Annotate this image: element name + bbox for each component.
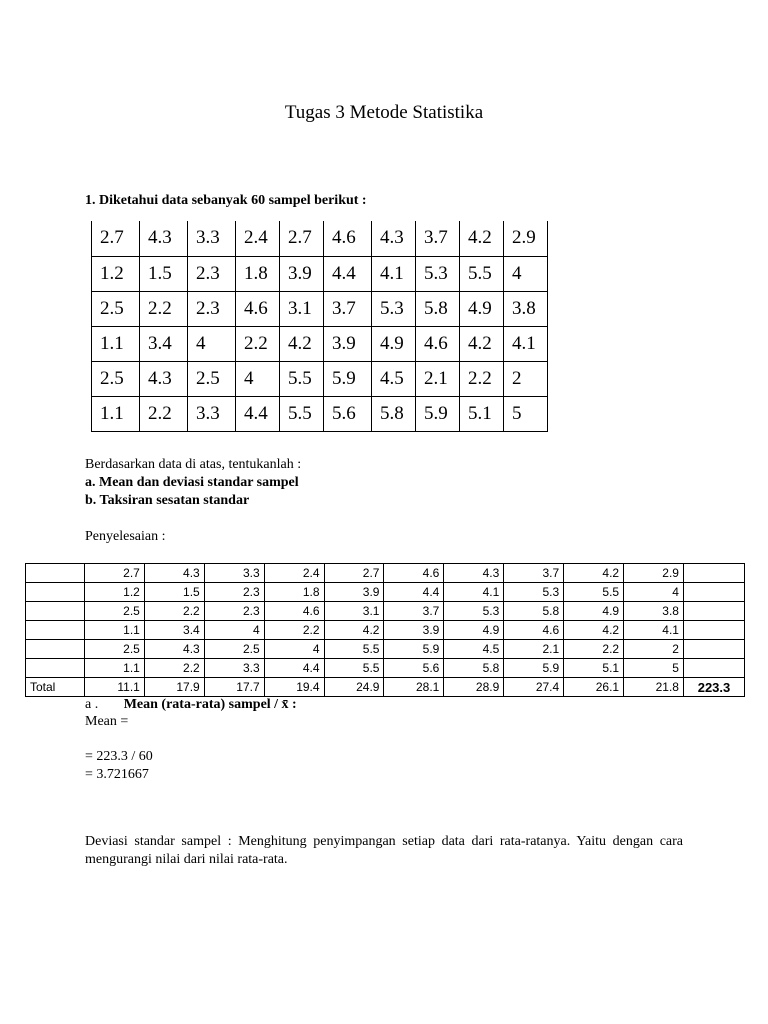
table-cell: 4.6 (264, 602, 324, 621)
table-cell: 4 (624, 583, 684, 602)
total-label: Total (26, 678, 85, 697)
table-cell (26, 659, 85, 678)
table-row (26, 583, 745, 602)
table-cell: 2.3 (204, 583, 264, 602)
table-cell: 4.2 (460, 221, 504, 256)
table-row (26, 621, 745, 640)
table-cell: 2.2 (144, 602, 204, 621)
table-cell (26, 602, 85, 621)
table-cell: 4 (188, 326, 236, 361)
table-cell: 2.9 (504, 221, 548, 256)
table-cell: 4.3 (144, 564, 204, 583)
table-cell (683, 621, 744, 640)
question-1: 1. Diketahui data sebanyak 60 sampel berikut : (85, 193, 367, 208)
deviation-paragraph: Deviasi standar sampel : Menghitung penyimpangan setiap data dari rata-ratanya. Yaitu dengan cara mengurangi nilai dari nilai rata-rata. (85, 834, 683, 867)
column-total: 28.1 (384, 678, 444, 697)
table-cell: 4.3 (372, 221, 416, 256)
table-cell: 3.3 (188, 396, 236, 431)
table-cell: 4.4 (324, 256, 372, 291)
mean-result: = 3.721667 (85, 767, 149, 782)
table-cell: 4.3 (140, 221, 188, 256)
table-cell: 3.4 (140, 326, 188, 361)
table-cell: 5.6 (384, 659, 444, 678)
table-cell: 3.1 (280, 291, 324, 326)
table-cell: 3.9 (384, 621, 444, 640)
table-cell: 2.5 (92, 361, 140, 396)
table-cell (26, 564, 85, 583)
table-cell: 2.3 (188, 256, 236, 291)
table-cell: 4.1 (504, 326, 548, 361)
table-cell: 2.5 (92, 291, 140, 326)
table-row (92, 256, 548, 291)
table-cell: 5.3 (444, 602, 504, 621)
table-cell: 4.6 (324, 221, 372, 256)
table-cell: 2.5 (188, 361, 236, 396)
table-cell: 3.7 (416, 221, 460, 256)
table-cell: 5.5 (280, 396, 324, 431)
table-cell: 5.1 (460, 396, 504, 431)
table-cell: 5.8 (504, 602, 564, 621)
column-total: 27.4 (504, 678, 564, 697)
table-cell: 2 (624, 640, 684, 659)
table-cell: 2.2 (144, 659, 204, 678)
table-cell: 3.9 (280, 256, 324, 291)
table-cell: 3.4 (144, 621, 204, 640)
sample-data-table (91, 221, 548, 432)
table-cell: 2.2 (140, 396, 188, 431)
table-cell: 5.8 (372, 396, 416, 431)
table-cell: 5.5 (324, 640, 384, 659)
table-cell: 4.6 (236, 291, 280, 326)
table-cell: 4.9 (444, 621, 504, 640)
table-cell: 4.1 (372, 256, 416, 291)
table-cell: 5 (624, 659, 684, 678)
table-cell: 5.9 (504, 659, 564, 678)
table-cell: 4.4 (264, 659, 324, 678)
table-cell: 2.5 (204, 640, 264, 659)
column-total: 19.4 (264, 678, 324, 697)
table-row (92, 326, 548, 361)
table-cell: 1.5 (144, 583, 204, 602)
table-cell: 5.3 (416, 256, 460, 291)
table-cell: 4.5 (372, 361, 416, 396)
table-cell: 2.7 (92, 221, 140, 256)
table-cell: 2.2 (140, 291, 188, 326)
table-cell: 1.2 (84, 583, 144, 602)
table-cell: 4.2 (324, 621, 384, 640)
table-cell: 5.5 (564, 583, 624, 602)
table-cell: 2 (504, 361, 548, 396)
table-cell: 1.5 (140, 256, 188, 291)
table-cell: 3.3 (188, 221, 236, 256)
table-cell: 3.9 (324, 326, 372, 361)
table-cell: 4 (236, 361, 280, 396)
table-cell: 4 (504, 256, 548, 291)
table-cell: 2.1 (504, 640, 564, 659)
column-total: 17.9 (144, 678, 204, 697)
table-cell: 4.1 (624, 621, 684, 640)
table-cell: 3.8 (504, 291, 548, 326)
table-cell: 1.1 (92, 396, 140, 431)
table-cell: 2.7 (280, 221, 324, 256)
table-cell: 1.8 (264, 583, 324, 602)
table-cell (683, 640, 744, 659)
table-cell: 4.2 (564, 564, 624, 583)
instruction-a: a. Mean dan deviasi standar sampel (85, 475, 299, 490)
instruction-b: b. Taksiran sesatan standar (85, 493, 250, 508)
mean-calculation: = 223.3 / 60 (85, 749, 153, 764)
table-row (92, 361, 548, 396)
mean-label: Mean = (85, 714, 129, 729)
table-cell (683, 564, 744, 583)
table-cell: 1.2 (92, 256, 140, 291)
table-cell: 2.7 (84, 564, 144, 583)
table-cell: 2.3 (204, 602, 264, 621)
table-cell (683, 659, 744, 678)
table-cell: 4.5 (444, 640, 504, 659)
table-row (26, 659, 745, 678)
table-row (92, 221, 548, 256)
table-cell: 4.4 (384, 583, 444, 602)
table-cell: 4.2 (564, 621, 624, 640)
table-cell: 3.8 (624, 602, 684, 621)
table-cell: 1.8 (236, 256, 280, 291)
table-cell: 5.9 (324, 361, 372, 396)
table-cell: 1.1 (84, 659, 144, 678)
table-cell: 2.2 (564, 640, 624, 659)
table-cell (26, 640, 85, 659)
table-cell: 2.2 (264, 621, 324, 640)
table-cell: 3.3 (204, 659, 264, 678)
table-cell: 5.6 (324, 396, 372, 431)
total-row (26, 678, 745, 697)
column-total: 24.9 (324, 678, 384, 697)
solution-heading: Penyelesaian : (85, 529, 166, 544)
table-cell: 4.3 (444, 564, 504, 583)
column-total: 28.9 (444, 678, 504, 697)
table-cell: 5.3 (372, 291, 416, 326)
table-cell: 5.3 (504, 583, 564, 602)
table-cell: 4.2 (460, 326, 504, 361)
table-cell: 5.8 (416, 291, 460, 326)
table-cell: 1.1 (84, 621, 144, 640)
table-cell: 5.5 (324, 659, 384, 678)
table-cell: 3.7 (504, 564, 564, 583)
table-cell: 5 (504, 396, 548, 431)
table-cell: 5.5 (460, 256, 504, 291)
table-cell: 4 (204, 621, 264, 640)
table-cell: 3.9 (324, 583, 384, 602)
table-cell: 5.8 (444, 659, 504, 678)
table-cell: 2.2 (236, 326, 280, 361)
table-cell: 1.1 (92, 326, 140, 361)
table-cell: 4.4 (236, 396, 280, 431)
table-cell (26, 583, 85, 602)
table-cell: 2.5 (84, 640, 144, 659)
page-title: Tugas 3 Metode Statistika (284, 102, 484, 123)
column-total: 11.1 (84, 678, 144, 697)
table-cell: 2.2 (460, 361, 504, 396)
table-cell: 2.9 (624, 564, 684, 583)
column-total: 21.8 (624, 678, 684, 697)
table-row (92, 396, 548, 431)
table-cell: 3.7 (324, 291, 372, 326)
table-cell: 4.3 (144, 640, 204, 659)
table-cell: 4.3 (140, 361, 188, 396)
table-cell: 5.5 (280, 361, 324, 396)
table-cell: 2.7 (324, 564, 384, 583)
table-cell: 4.6 (416, 326, 460, 361)
table-cell: 2.4 (264, 564, 324, 583)
column-total: 17.7 (204, 678, 264, 697)
instruction-intro: Berdasarkan data di atas, tentukanlah : (85, 457, 302, 472)
table-cell: 2.1 (416, 361, 460, 396)
table-cell: 2.5 (84, 602, 144, 621)
grand-total: 223.3 (683, 678, 744, 697)
table-row (92, 291, 548, 326)
column-total: 26.1 (564, 678, 624, 697)
table-cell: 3.1 (324, 602, 384, 621)
table-cell (26, 621, 85, 640)
table-cell: 5.1 (564, 659, 624, 678)
table-cell: 2.4 (236, 221, 280, 256)
table-row (26, 564, 745, 583)
table-cell: 3.3 (204, 564, 264, 583)
mean-heading (85, 696, 297, 714)
mean-title: Mean (rata-rata) sampel / x̄ : (123, 697, 297, 712)
mean-prefix: a . (85, 697, 99, 712)
table-cell: 4.1 (444, 583, 504, 602)
table-cell: 4.6 (504, 621, 564, 640)
solution-table (25, 563, 745, 697)
table-cell: 2.3 (188, 291, 236, 326)
table-cell: 4.9 (564, 602, 624, 621)
table-cell: 4.9 (372, 326, 416, 361)
table-cell: 4.6 (384, 564, 444, 583)
table-cell: 4.2 (280, 326, 324, 361)
table-row (26, 602, 745, 621)
table-row (26, 640, 745, 659)
table-cell: 3.7 (384, 602, 444, 621)
table-cell: 5.9 (384, 640, 444, 659)
table-cell: 4 (264, 640, 324, 659)
table-cell: 5.9 (416, 396, 460, 431)
table-cell (683, 583, 744, 602)
table-cell (683, 602, 744, 621)
table-cell: 4.9 (460, 291, 504, 326)
